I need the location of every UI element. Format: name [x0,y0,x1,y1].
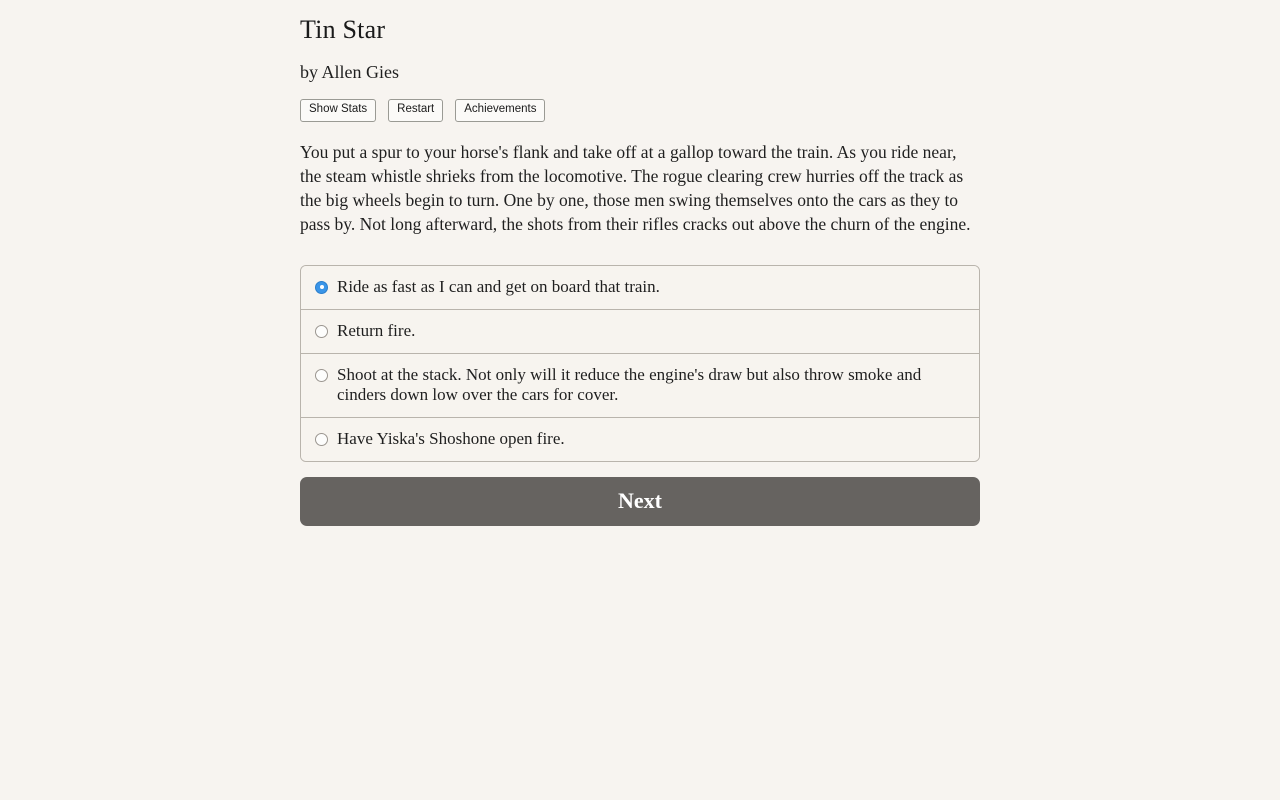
radio-icon[interactable] [315,433,328,446]
choice-option-4[interactable] [301,418,979,461]
choice-list [300,265,980,462]
story-text: You put a spur to your horse's flank and take off at a gallop toward the train. As you ride near, the steam whistle shrieks from the locomotive. The rogue clearing crew hurries off the track as the big wheels begin to turn. One by one, those men swing themselves onto the cars as they to pass by. Not long afterward, the shots from their rifles cracks out above the churn of the engine. [300,141,971,234]
achievements-button[interactable]: Achievements [455,99,545,122]
restart-button[interactable]: Restart [388,99,443,122]
choice-option-1[interactable] [301,266,979,310]
choice-option-2[interactable] [301,310,979,354]
radio-icon[interactable] [315,369,328,382]
next-button[interactable]: Next [300,477,980,526]
choice-label: Return fire. [337,320,416,340]
show-stats-button[interactable]: Show Stats [300,99,376,122]
toolbar [300,99,980,122]
choice-option-3[interactable] [301,354,979,418]
page-title: Tin Star [300,15,386,44]
choice-label: Ride as fast as I can and get on board that train. [337,276,660,296]
content-column [300,0,980,526]
radio-icon[interactable] [315,281,328,294]
choice-label: Shoot at the stack. Not only will it reduce the engine's draw but also throw smoke and cinders down low over the cars for cover. [337,364,922,404]
choice-label: Have Yiska's Shoshone open fire. [337,428,565,448]
radio-icon[interactable] [315,325,328,338]
author-byline: by Allen Gies [300,62,399,83]
